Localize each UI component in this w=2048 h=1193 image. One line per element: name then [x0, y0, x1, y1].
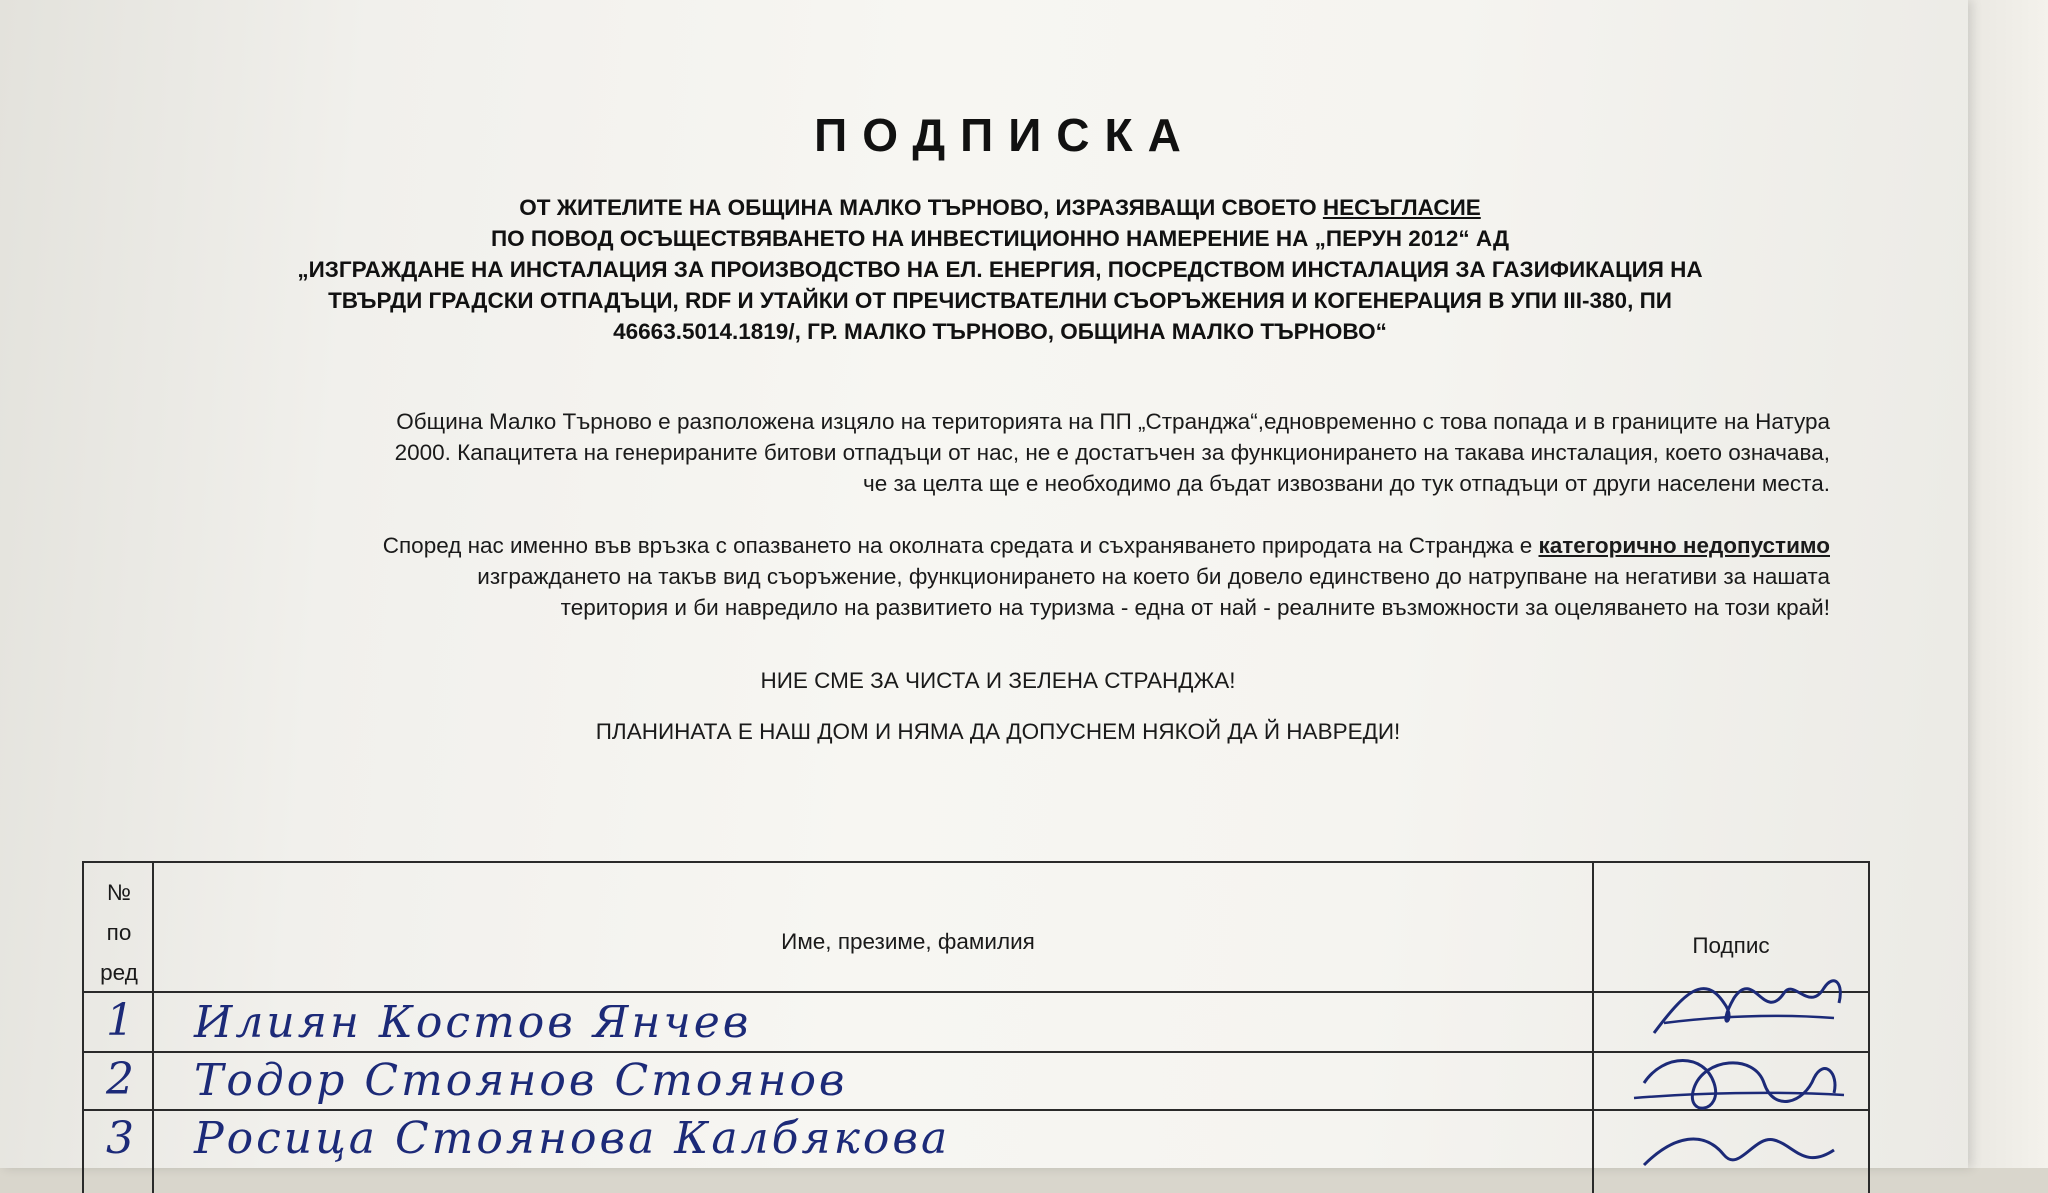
row-divider-2 — [84, 1109, 1868, 1111]
header-number-line-2: по — [106, 920, 132, 945]
paragraph-1-line-1: Община Малко Търново е разположена изцяло на територията на ПП „Странджа“,едновременно с това попада и в границите на Натура — [396, 409, 1830, 434]
row-3-signature — [1634, 1115, 1854, 1175]
paragraph-1-line-3: че за целта ще е необходимо да бъдат извозвани до тук отпадъци от други населени места. — [862, 471, 1830, 496]
subtitle-line-1-text: ОТ ЖИТЕЛИТЕ НА ОБЩИНА МАЛКО ТЪРНОВО, ИЗРАЗЯВАЩИ СВОЕТО — [519, 195, 1317, 220]
row-2-signature — [1624, 1043, 1854, 1123]
header-divider — [84, 991, 1868, 993]
row-2-number: 2 — [106, 1054, 134, 1105]
row-divider-1 — [84, 1051, 1868, 1053]
paragraph-2-line-3: територия и би навредило на развитието на туризма - една от най - реалните възможности за оцеляването на този край! — [560, 595, 1830, 620]
row-1-name: Илиян Костов Янчев — [194, 997, 752, 1048]
row-2-name: Тодор Стоянов Стоянов — [194, 1055, 848, 1106]
header-number-line-3: ред — [100, 960, 138, 985]
subtitle-line-1 — [220, 192, 1780, 223]
underlying-sheet — [1960, 0, 2048, 1168]
subtitle-line-3: „ИЗГРАЖДАНЕ НА ИНСТАЛАЦИЯ ЗА ПРОИЗВОДСТВО НА ЕЛ. ЕНЕРГИЯ, ПОСРЕДСТВОМ ИНСТАЛАЦИЯ ЗА ГАЗИФИКАЦИЯ НА — [297, 257, 1703, 282]
subtitle-line-5: 46663.5014.1819/, ГР. МАЛКО ТЪРНОВО, ОБЩИНА МАЛКО ТЪРНОВО“ — [613, 319, 1387, 344]
document-subtitle — [220, 192, 1780, 347]
subtitle-line-4: ТВЪРДИ ГРАДСКИ ОТПАДЪЦИ, RDF И УТАЙКИ ОТ ПРЕЧИСТВАТЕЛНИ СЪОРЪЖЕНИЯ И КОГЕНЕРАЦИЯ В УПИ III-380, ПИ — [328, 288, 1672, 313]
subtitle-line-2: ПО ПОВОД ОСЪЩЕСТВЯВАНЕТО НА ИНВЕСТИЦИОННО НАМЕРЕНИЕ НА „ПЕРУН 2012“ АД — [491, 226, 1509, 251]
paragraph-2-line-1-text: Според нас именно във връзка с опазването на околната средата и съхраняването природата на Странджа е — [382, 533, 1533, 558]
row-3-number: 3 — [106, 1113, 134, 1164]
paragraph-1 — [120, 406, 1830, 499]
row-1-number: 1 — [106, 995, 134, 1046]
paragraph-2-line-1 — [120, 530, 1830, 561]
slogan-2: ПЛАНИНАТА Е НАШ ДОМ И НЯМА ДА ДОПУСНЕМ НЯКОЙ ДА Й НАВРЕДИ! — [595, 719, 1401, 744]
paragraph-2-line-2: изграждането на такъв вид съоръжение, функционирането на което би довело единствено до натрупване на негативи за нашата — [477, 564, 1830, 589]
paragraph-1-line-2: 2000. Капацитета на генерираните битови отпадъци от нас, не е достатъчен за функционирането на такава инсталация, което означава, — [394, 440, 1830, 465]
header-name: Име, презиме, фамилия — [781, 929, 1035, 954]
header-number — [84, 873, 154, 993]
document-title: ПОДПИСКА — [814, 109, 1196, 161]
paragraph-2 — [120, 530, 1830, 623]
column-divider-signature — [1592, 863, 1594, 1193]
header-signature: Подпис — [1692, 933, 1770, 958]
row-3-name: Росица Стоянова Калбякова — [194, 1113, 951, 1164]
header-number-line-1: № — [106, 880, 132, 905]
emphasis-unacceptable: категорично недопустимо — [1538, 533, 1830, 558]
row-1-signature — [1644, 963, 1854, 1043]
disagreement-word: НЕСЪГЛАСИЕ — [1322, 195, 1481, 220]
signature-table — [82, 861, 1870, 1193]
slogan-1: НИЕ СМЕ ЗА ЧИСТА И ЗЕЛЕНА СТРАНДЖА! — [760, 668, 1236, 693]
